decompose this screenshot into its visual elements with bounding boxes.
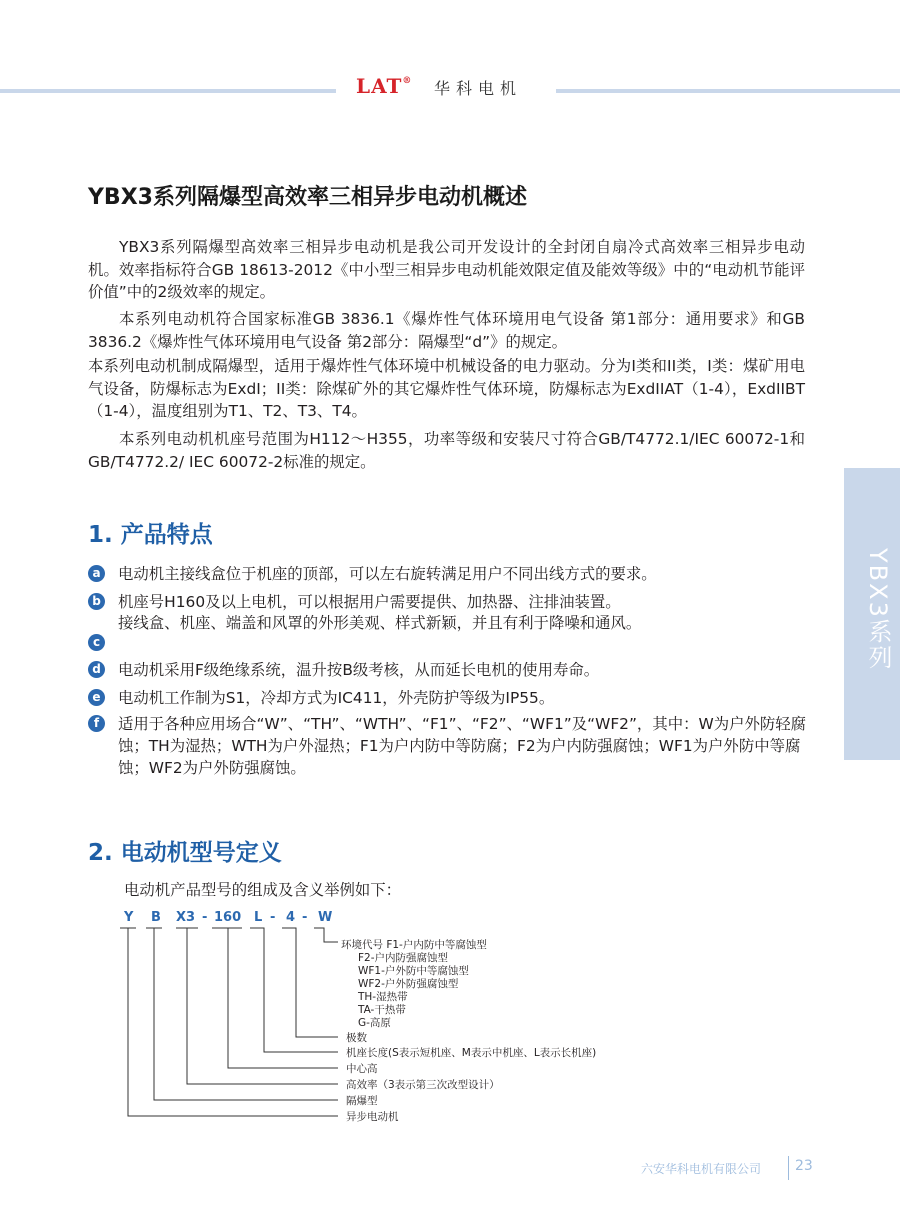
intro-paragraph-1: YBX3系列隔爆型高效率三相异步电动机是我公司开发设计的全封闭自扇冷式高效率三相异步电动机。效率指标符合GB 18613-2012《中小型三相异步电动机能效限定值及能效等级》中的“电动机节能评价值”中的2级效率的规定。 — [88, 238, 805, 301]
code-part-w: W — [318, 910, 333, 925]
code-part-x3: X3 — [176, 910, 196, 925]
code-part-dash-3: - — [302, 910, 308, 925]
connector-y — [120, 928, 338, 1116]
env-line-3: WF1-户外防中等腐蚀型 — [358, 965, 469, 977]
connector-4 — [282, 928, 338, 1037]
footer-divider — [788, 1156, 789, 1180]
connector-l — [250, 928, 338, 1052]
code-part-dash-2: - — [270, 910, 276, 925]
code-part-y: Y — [124, 910, 134, 925]
badge-d: d — [88, 661, 105, 678]
env-line-4: WF2-户外防强腐蚀型 — [358, 978, 459, 990]
env-line-1: 环境代号 F1-户内防中等腐蚀型 — [341, 939, 487, 951]
env-line-7: G-高原 — [358, 1017, 391, 1029]
feature-item-b-continued: 接线盒、机座、端盖和风罩的外形美观、样式新颖，并且有利于降噪和通风。 — [118, 614, 642, 632]
code-part-l: L — [254, 910, 263, 925]
footer-company: 六安华科电机有限公司 — [641, 1162, 762, 1176]
feature-item-f: f 适用于各种应用场合“W”、“TH”、“WTH”、“F1”、“F2”、“WF1”及“WF2”，其中：W为户外防轻腐蚀；TH为湿热；WTH为户外湿热；F1为户内防中等防腐；F2为户内防强腐蚀；WF1为户外防中等腐蚀；WF2为户外防强腐蚀。 — [88, 713, 808, 779]
brand-logo: LAT® — [356, 74, 413, 98]
env-line-6: TA-干热带 — [358, 1004, 406, 1016]
env-line-5: TH-湿热带 — [358, 991, 408, 1003]
feature-item-a: a 电动机主接线盒位于机座的顶部，可以左右旋转满足用户不同出线方式的要求。 — [88, 563, 808, 585]
page-number: 23 — [795, 1158, 813, 1174]
label-center-height: 中心高 — [346, 1063, 378, 1075]
label-high-efficiency: 高效率（3表示第三次改型设计） — [346, 1079, 500, 1091]
intro-paragraph-3: 本系列电动机制成隔爆型，适用于爆炸性气体环境中机械设备的电力驱动。分为I类和II类，I类：煤矿用电气设备，防爆标志为ExdI；II类：除煤矿外的其它爆炸性气体环境，防爆标志为ExdIIAT（1-4），ExdIIBT（1-4），温度组别为T1、T2、T3、T4。 — [88, 357, 805, 420]
section-title-model-definition: 2. 电动机型号定义 — [88, 840, 282, 866]
intro-paragraph-2: 本系列电动机符合国家标准GB 3836.1《爆炸性气体环境用电气设备 第1部分：通用要求》和GB 3836.2《爆炸性气体环境用电气设备 第2部分：隔爆型“d”》的规定。 — [88, 310, 805, 351]
label-poles: 极数 — [346, 1032, 367, 1044]
code-part-b: B — [151, 910, 161, 925]
feature-item-e: e 电动机工作制为S1，冷却方式为IC411，外壳防护等级为IP55。 — [88, 687, 808, 709]
sidebar-tab-label: YBX3系列 — [864, 548, 892, 671]
model-diagram-intro: 电动机产品型号的组成及含义举例如下： — [124, 881, 402, 899]
intro-paragraph-4: 本系列电动机机座号范围为H112～H355，功率等级和安装尺寸符合GB/T4772.1/IEC 60072-1和GB/T4772.2/ IEC 60072-2标准的规定。 — [88, 430, 805, 471]
badge-f: f — [88, 715, 105, 732]
badge-c: c — [88, 634, 105, 651]
connector-x3 — [176, 928, 338, 1084]
code-part-4: 4 — [286, 910, 296, 925]
code-part-160: 160 — [214, 910, 242, 925]
feature-item-b: b 机座号H160及以上电机，可以根据用户需要提供、加热器、注排油装置。 — [88, 591, 808, 613]
feature-item-d: d 电动机采用F级绝缘系统，温升按B级考核，从而延长电机的使用寿命。 — [88, 659, 808, 681]
connector-b — [146, 928, 338, 1100]
label-async-motor: 异步电动机 — [346, 1111, 399, 1123]
page-title: YBX3系列隔爆型高效率三相异步电动机概述 — [88, 185, 527, 210]
header-company-short: 华科电机 — [434, 79, 523, 98]
section-title-features: 1. 产品特点 — [88, 522, 213, 548]
env-line-2: F2-户内防强腐蚀型 — [358, 952, 449, 964]
badge-e: e — [88, 689, 105, 706]
label-frame-length: 机座长度(S表示短机座、M表示中机座、L表示长机座) — [346, 1047, 597, 1059]
badge-a: a — [88, 565, 105, 582]
badge-b: b — [88, 593, 105, 610]
code-part-dash-1: - — [202, 910, 208, 925]
connector-w — [314, 928, 338, 942]
connector-160 — [212, 928, 338, 1068]
label-flameproof: 隔爆型 — [346, 1095, 378, 1107]
